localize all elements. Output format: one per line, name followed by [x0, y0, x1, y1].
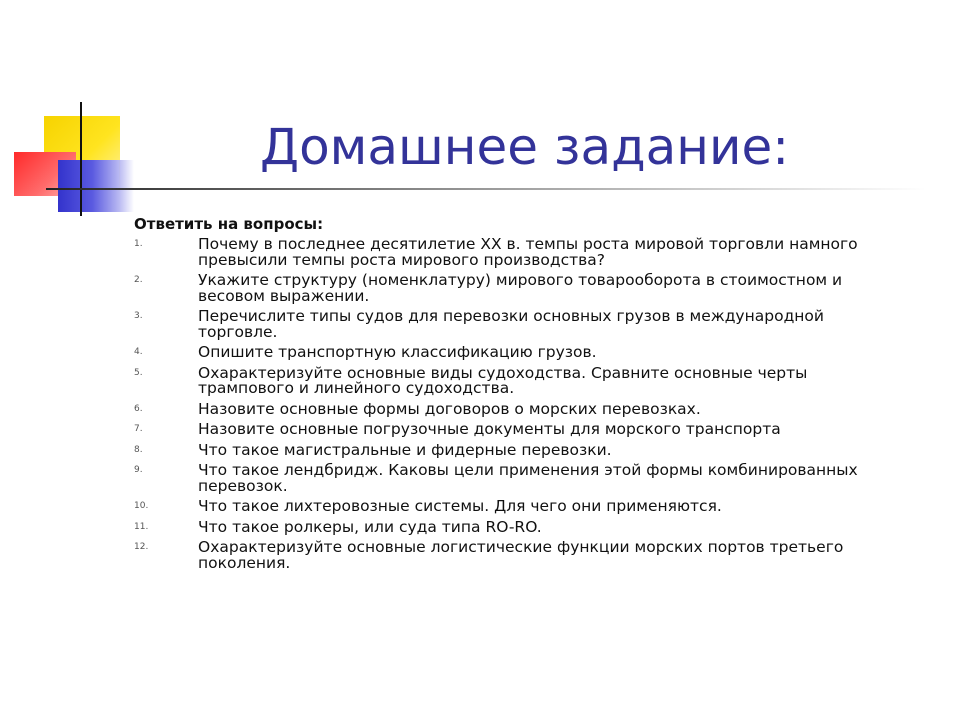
slide-title: Домашнее задание: — [260, 118, 790, 176]
item-number: 7. — [134, 424, 143, 434]
item-number: 11. — [134, 521, 149, 532]
list-item — [134, 273, 894, 304]
item-text: Что такое ролкеры, или суда типа RO-RO. — [198, 517, 542, 536]
decorative-squares — [0, 0, 160, 230]
list-item — [134, 540, 894, 571]
item-text: Что такое лихтеровозные системы. Для чего они применяются. — [198, 497, 722, 515]
list-item — [134, 440, 894, 459]
item-number: 12. — [134, 542, 149, 552]
list-item — [134, 237, 894, 268]
list-item — [134, 499, 894, 515]
item-text: Укажите структуру (номенклатуру) мирового товарооборота в стоимостном и весовом выражении. — [198, 271, 843, 305]
item-text: Что такое магистральные и фидерные перевозки. — [198, 440, 612, 459]
item-number: 3. — [134, 311, 143, 321]
list-item — [134, 399, 894, 418]
item-number: 4. — [134, 347, 143, 357]
list-item — [134, 517, 894, 536]
item-number: 6. — [134, 403, 143, 414]
item-number: 10. — [134, 501, 149, 511]
item-text: Охарактеризуйте основные виды судоходства. Сравните основные черты трампового и линейного судоходства. — [198, 363, 808, 397]
questions-list — [134, 237, 894, 571]
list-item — [134, 422, 894, 438]
intro-text: Ответить на вопросы: — [134, 215, 324, 233]
item-number: 8. — [134, 444, 143, 455]
list-item — [134, 345, 894, 361]
blue-square — [58, 160, 134, 212]
list-item — [134, 309, 894, 340]
list-item — [134, 463, 894, 494]
title-underline — [46, 188, 926, 190]
item-text: Что такое лендбридж. Каковы цели применения этой формы комбинированных перевозок. — [198, 461, 858, 495]
item-text: Назовите основные погрузочные документы для морского транспорта — [198, 420, 781, 438]
vertical-rule — [80, 102, 82, 216]
list-item — [134, 363, 894, 397]
item-text: Почему в последнее десятилетие XX в. темпы роста мировой торговли намного превысили темпы роста мирового производства? — [198, 235, 858, 269]
item-number: 1. — [134, 239, 143, 249]
item-text: Перечислите типы судов для перевозки основных грузов в международной торговле. — [198, 307, 824, 341]
item-text: Назовите основные формы договоров о морских перевозках. — [198, 399, 701, 418]
item-text: Охарактеризуйте основные логистические функции морских портов третьего поколения. — [198, 538, 844, 572]
item-number: 2. — [134, 275, 143, 285]
slide-body — [134, 214, 894, 576]
item-text: Опишите транспортную классификацию грузов. — [198, 343, 597, 361]
item-number: 9. — [134, 465, 143, 475]
item-number: 5. — [134, 367, 143, 378]
